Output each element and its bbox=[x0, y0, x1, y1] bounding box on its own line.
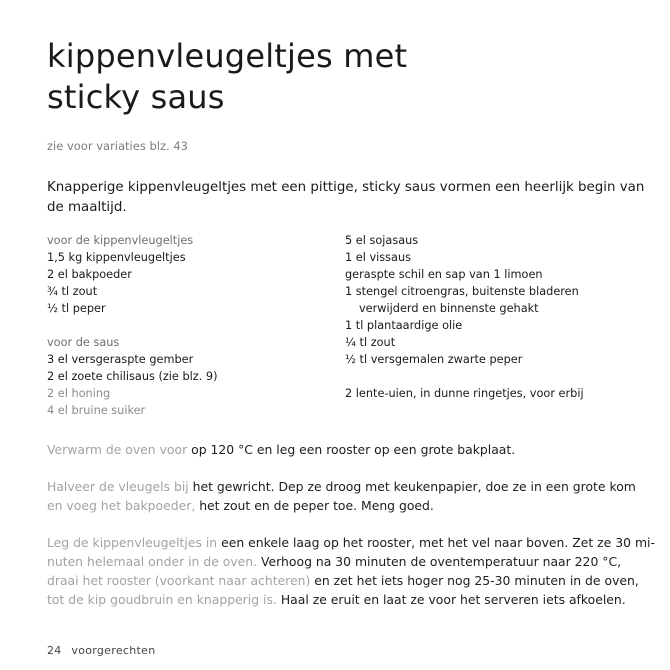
ingredient-item: 1 el vissaus bbox=[345, 251, 412, 264]
title-line-1: kippenvleugeltjes met bbox=[47, 37, 408, 75]
step-text: draai het rooster (voorkant naar achteren) bbox=[47, 573, 311, 588]
ingredients-left-column bbox=[47, 232, 337, 419]
step-text: een enkele laag op het rooster, met het vel naar boven. Zet ze 30 mi- bbox=[217, 535, 655, 550]
ingredient-item: 2 el bakpoeder bbox=[47, 268, 132, 281]
ingredient-item: 1,5 kg kippenvleugeltjes bbox=[47, 251, 186, 264]
step-text: Verhoog na 30 minuten de oventemperatuur naar 220 °C, bbox=[257, 554, 622, 569]
variations-reference: zie voor variaties blz. 43 bbox=[47, 139, 188, 153]
step-text: en zet het iets hoger nog 25-30 minuten in de oven, bbox=[310, 573, 639, 588]
ingredient-item: 2 el zoete chilisaus (zie blz. 9) bbox=[47, 370, 218, 383]
ingredient-item: 1 tl plantaardige olie bbox=[345, 319, 463, 332]
page-number: 24 bbox=[47, 644, 62, 657]
intro-paragraph: Knapperige kippenvleugeltjes met een pittige, sticky saus vormen een heerlijk begin van de maaltijd. bbox=[47, 180, 645, 215]
ingredient-item: 3 el versgeraspte gember bbox=[47, 353, 194, 366]
step-text: Leg de kippenvleugeltjes in bbox=[47, 535, 218, 550]
ingredients-right-column bbox=[345, 232, 655, 402]
instruction-step-1 bbox=[47, 440, 657, 459]
page-footer bbox=[47, 644, 155, 657]
step-text: tot de kip goudbruin en knapperig is. bbox=[47, 592, 277, 607]
ingredient-item: 4 el bruine suiker bbox=[47, 404, 146, 417]
step-text: Haal ze eruit en laat ze voor het serveren iets afkoelen. bbox=[276, 592, 626, 607]
ingredient-item: 2 el honing bbox=[47, 387, 111, 400]
step-text: nuten helemaal onder in de oven. bbox=[47, 554, 258, 569]
step-text: Halveer de vleugels bij bbox=[47, 479, 189, 494]
section-name: voorgerechten bbox=[71, 644, 156, 657]
instruction-step-3 bbox=[47, 533, 657, 609]
ingredient-serving-extra: 2 lente-uien, in dunne ringetjes, voor erbij bbox=[345, 387, 584, 400]
step-text: Verwarm de oven voor bbox=[47, 442, 188, 457]
instruction-step-2 bbox=[47, 477, 657, 515]
ingredient-group-header-wings: voor de kippenvleugeltjes bbox=[47, 234, 194, 247]
ingredient-item: 5 el sojasaus bbox=[345, 234, 419, 247]
step-text: en voeg het bakpoeder, bbox=[47, 498, 196, 513]
step-text: op 120 °C en leg een rooster op een grote bakplaat. bbox=[187, 442, 516, 457]
ingredient-item: ½ tl versgemalen zwarte peper bbox=[345, 353, 523, 366]
ingredient-item: ½ tl peper bbox=[47, 302, 106, 315]
instructions bbox=[47, 440, 657, 627]
recipe-title bbox=[47, 36, 647, 118]
ingredient-item: ¾ tl zout bbox=[47, 285, 98, 298]
ingredient-group-header-sauce: voor de saus bbox=[47, 336, 120, 349]
ingredient-item: geraspte schil en sap van 1 limoen bbox=[345, 268, 543, 281]
title-line-2: sticky saus bbox=[47, 78, 225, 116]
ingredient-item: ¼ tl zout bbox=[345, 336, 396, 349]
step-text: het gewricht. Dep ze droog met keukenpapier, doe ze in een grote kom bbox=[188, 479, 636, 494]
ingredient-item-continuation: verwijderd en binnenste gehakt bbox=[359, 302, 539, 315]
ingredient-item: 1 stengel citroengras, buitenste bladeren bbox=[345, 285, 579, 298]
step-text: het zout en de peper toe. Meng goed. bbox=[195, 498, 434, 513]
